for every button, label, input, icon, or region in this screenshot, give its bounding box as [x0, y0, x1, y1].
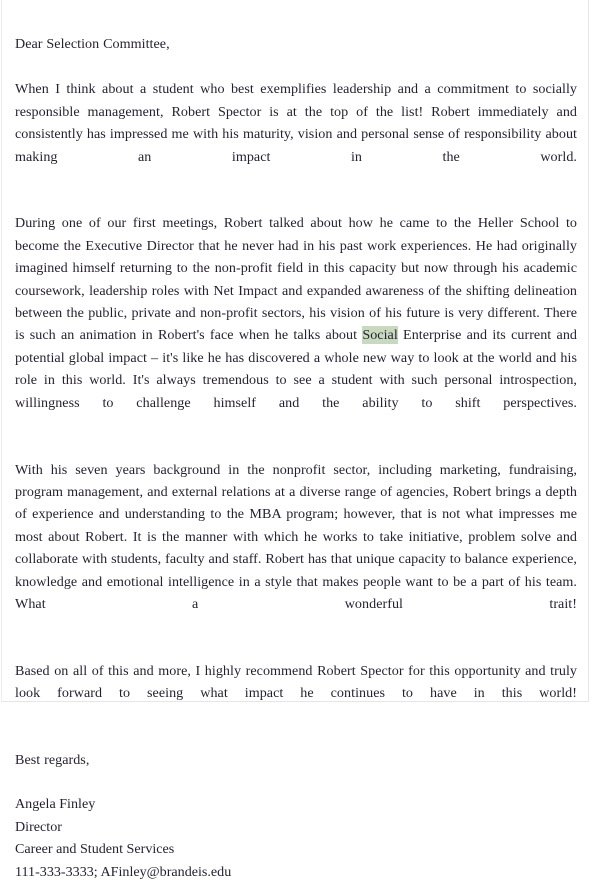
signature-contact: 111-333-3333; AFinley@brandeis.edu: [15, 863, 232, 880]
paragraph-2-text-before-highlight: During one of our first meetings, Robert talked about how he came to the Heller School to become the Executive Director that he never had in his past work experiences. He had originally imagined himself returning to the non-profit field in this capacity but now through his academic coursework, leadership roles with Net Impact and expanded awareness of the shifting delineation between the public, private and non-profit sectors, his vision of his future is very different. There is such an animation in Robert's face when he talks about: [15, 215, 577, 344]
paragraph-3: With his seven years background in the nonprofit sector, including marketing, fundraising, program management, and external relations at a diverse range of agencies, Robert brings a depth of experience and understanding to the MBA program; however, that is not what impresses me most about Robert. It is the manner with which he works to take initiative, problem solve and collaborate with students, faculty and staff. Robert has that unique capacity to balance experience, knowledge and emotional intelligence in a style that makes people want to be a part of his team. What a wonderful trait!: [15, 461, 577, 612]
paragraph-1: When I think about a student who best exemplifies leadership and a commitment to socially responsible management, Robert Spector is at the top of the list! Robert immediately and consistently has impressed me with his maturity, vision and personal sense of responsibility about making an impact in the world.: [15, 81, 577, 165]
letter-page: [1, 0, 589, 880]
signature-title: Director: [15, 818, 62, 835]
closing-line: Best regards,: [15, 751, 90, 768]
paragraph-2: [15, 212, 577, 436]
paragraph-2-text-after-highlight: Enterprise and its current and potential global impact – it's like he has discovered a whole new way to look at the world and his role in this world. It's always tremendous to see a student with such personal introspection, willingness to challenge himself and the ability to shift perspectives.: [15, 327, 578, 411]
signature-block: [15, 793, 577, 883]
signature-department: Career and Student Services: [15, 841, 175, 858]
signature-name: Angela Finley: [15, 796, 96, 813]
letter-body: [15, 33, 577, 883]
paragraph-4: Based on all of this and more, I highly recommend Robert Spector for this opportunity and truly look forward to seeing what impact he continues to have in this world!: [15, 662, 577, 702]
salutation: Dear Selection Committee,: [15, 36, 170, 52]
highlighted-text-social: Social: [362, 327, 398, 344]
